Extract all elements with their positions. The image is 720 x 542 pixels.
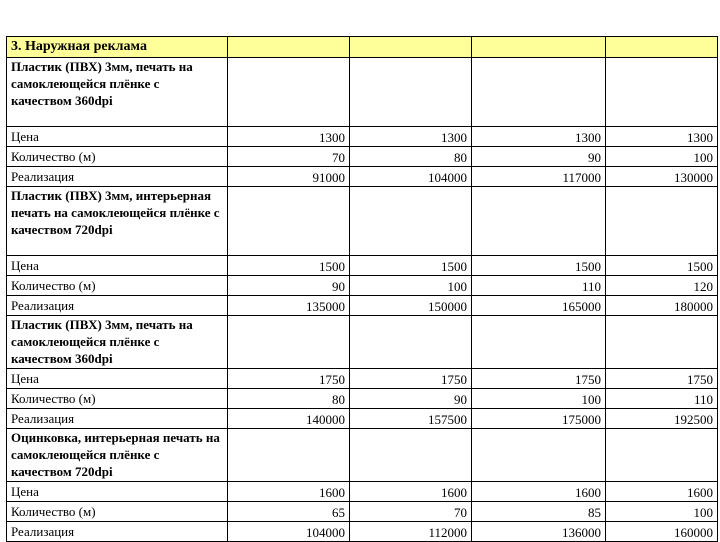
value-cell: 1750 xyxy=(606,369,718,389)
header-empty-cell xyxy=(228,37,350,58)
value-cell: 100 xyxy=(350,276,472,296)
value-cell: 175000 xyxy=(472,409,606,429)
table-row xyxy=(7,276,718,296)
row-label: Реализация xyxy=(7,167,228,187)
table-row xyxy=(7,147,718,167)
row-label: Цена xyxy=(7,482,228,502)
product-row xyxy=(7,316,718,369)
product-empty-cell xyxy=(606,187,718,256)
table-row xyxy=(7,389,718,409)
row-label: Количество (м) xyxy=(7,389,228,409)
value-cell: 160000 xyxy=(606,522,718,542)
value-cell: 1750 xyxy=(350,369,472,389)
value-cell: 100 xyxy=(606,147,718,167)
product-empty-cell xyxy=(472,187,606,256)
table-row xyxy=(7,127,718,147)
value-cell: 1500 xyxy=(228,256,350,276)
section-title: 3. Наружная реклама xyxy=(7,37,228,58)
product-empty-cell xyxy=(228,316,350,369)
row-label: Количество (м) xyxy=(7,147,228,167)
value-cell: 91000 xyxy=(228,167,350,187)
product-empty-cell xyxy=(606,58,718,127)
value-cell: 110 xyxy=(472,276,606,296)
value-cell: 120 xyxy=(606,276,718,296)
table-body xyxy=(7,37,718,542)
table-row xyxy=(7,409,718,429)
value-cell: 1600 xyxy=(472,482,606,502)
product-row xyxy=(7,429,718,482)
outdoor-advertising-table xyxy=(6,36,718,542)
value-cell: 130000 xyxy=(606,167,718,187)
value-cell: 104000 xyxy=(350,167,472,187)
product-empty-cell xyxy=(472,316,606,369)
product-empty-cell xyxy=(350,429,472,482)
value-cell: 1300 xyxy=(228,127,350,147)
value-cell: 1750 xyxy=(472,369,606,389)
product-name: Оцинковка, интерьерная печать на самоклеющейся плёнке с качеством 720dpi xyxy=(7,429,228,482)
product-empty-cell xyxy=(606,429,718,482)
value-cell: 100 xyxy=(472,389,606,409)
product-row xyxy=(7,187,718,256)
value-cell: 117000 xyxy=(472,167,606,187)
value-cell: 165000 xyxy=(472,296,606,316)
value-cell: 100 xyxy=(606,502,718,522)
product-empty-cell xyxy=(472,429,606,482)
value-cell: 1500 xyxy=(350,256,472,276)
value-cell: 90 xyxy=(472,147,606,167)
row-label: Цена xyxy=(7,369,228,389)
value-cell: 1300 xyxy=(606,127,718,147)
value-cell: 135000 xyxy=(228,296,350,316)
value-cell: 1500 xyxy=(606,256,718,276)
row-label: Количество (м) xyxy=(7,502,228,522)
product-name: Пластик (ПВХ) 3мм, интерьерная печать на самоклеющейся плёнке с качеством 720dpi xyxy=(7,187,228,256)
value-cell: 80 xyxy=(228,389,350,409)
table-row xyxy=(7,167,718,187)
value-cell: 90 xyxy=(228,276,350,296)
value-cell: 1500 xyxy=(472,256,606,276)
value-cell: 1600 xyxy=(228,482,350,502)
value-cell: 180000 xyxy=(606,296,718,316)
product-empty-cell xyxy=(606,316,718,369)
row-label: Реализация xyxy=(7,522,228,542)
table-row xyxy=(7,482,718,502)
value-cell: 1300 xyxy=(472,127,606,147)
value-cell: 112000 xyxy=(350,522,472,542)
row-label: Реализация xyxy=(7,296,228,316)
product-row xyxy=(7,58,718,127)
value-cell: 85 xyxy=(472,502,606,522)
product-name: Пластик (ПВХ) 3мм, печать на самоклеющейся плёнке с качеством 360dpi xyxy=(7,316,228,369)
product-empty-cell xyxy=(228,58,350,127)
product-empty-cell xyxy=(350,187,472,256)
table-row xyxy=(7,502,718,522)
value-cell: 192500 xyxy=(606,409,718,429)
value-cell: 104000 xyxy=(228,522,350,542)
value-cell: 1300 xyxy=(350,127,472,147)
product-empty-cell xyxy=(228,429,350,482)
value-cell: 90 xyxy=(350,389,472,409)
value-cell: 157500 xyxy=(350,409,472,429)
value-cell: 70 xyxy=(350,502,472,522)
value-cell: 70 xyxy=(228,147,350,167)
value-cell: 65 xyxy=(228,502,350,522)
table-row xyxy=(7,522,718,542)
table-row xyxy=(7,256,718,276)
row-label: Цена xyxy=(7,256,228,276)
header-empty-cell xyxy=(606,37,718,58)
table-row xyxy=(7,369,718,389)
value-cell: 80 xyxy=(350,147,472,167)
row-label: Реализация xyxy=(7,409,228,429)
value-cell: 1600 xyxy=(606,482,718,502)
value-cell: 110 xyxy=(606,389,718,409)
value-cell: 1750 xyxy=(228,369,350,389)
section-header-row xyxy=(7,37,718,58)
value-cell: 150000 xyxy=(350,296,472,316)
product-empty-cell xyxy=(228,187,350,256)
value-cell: 1600 xyxy=(350,482,472,502)
product-empty-cell xyxy=(350,58,472,127)
table-row xyxy=(7,296,718,316)
header-empty-cell xyxy=(350,37,472,58)
value-cell: 136000 xyxy=(472,522,606,542)
product-empty-cell xyxy=(350,316,472,369)
product-name: Пластик (ПВХ) 3мм, печать на самоклеющейся плёнке с качеством 360dpi xyxy=(7,58,228,127)
row-label: Цена xyxy=(7,127,228,147)
product-empty-cell xyxy=(472,58,606,127)
row-label: Количество (м) xyxy=(7,276,228,296)
value-cell: 140000 xyxy=(228,409,350,429)
header-empty-cell xyxy=(472,37,606,58)
